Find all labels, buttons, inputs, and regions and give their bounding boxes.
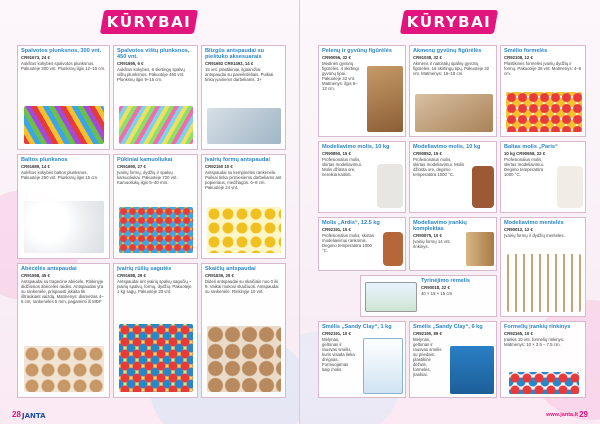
product-title: Modeliavimo įrankių komplektas [413, 220, 467, 233]
product-code-price: CR92108, 12 € [504, 55, 533, 61]
product-card [17, 45, 110, 150]
page-heading-banner [102, 10, 196, 34]
product-code-price: CR91673, 24 € [21, 55, 50, 61]
product-title: Modeliavimo molis, 10 kg [322, 144, 390, 150]
product-description: Profesionalus molis, skirtas modeliavimui. Degimo temperatūra 1000 °C. [504, 157, 544, 178]
product-title: Modeliavimo molis, 10 kg [413, 144, 481, 150]
page-number: 29 [579, 410, 588, 419]
product-code-price: CR92150 10 € [205, 164, 233, 170]
product-card [500, 217, 586, 317]
product-title: Smėlio formelės [504, 48, 548, 54]
clay-bag-image [377, 164, 403, 208]
product-card [318, 141, 406, 213]
product-description: Mėlynas, geltonas ir rausvas smėlis, kuris visada lieka drėgnas. Formuojamas kaip molis. [322, 337, 355, 373]
product-code-price: CR90018, 22 € [421, 285, 450, 291]
product-title: Abėcėlės antspaudai [21, 266, 77, 272]
number-stamps-image [207, 326, 281, 392]
product-card [318, 217, 406, 271]
stone-animals-image [415, 94, 493, 132]
page-heading: KŪRYBAI [406, 13, 492, 31]
page-heading: KŪRYBAI [106, 13, 192, 31]
product-title: Molis „Ardis“, 12.5 kg [322, 220, 380, 226]
product-code-price: CR91690, 27 € [117, 164, 146, 170]
product-code-price: CR91558, 45 € [21, 273, 50, 279]
product-description: Antspaudai su trapecine abėcėle. Rinkinyje didžiosios abėcėlės raidės. Antspaudas yra su rankenėle, prispausti įskaita tik ištraukiant vaizdą. Matmenys: diametras 4–6 cm, rankenėlės 5 mm, pagaminti iš MDF [21, 279, 104, 305]
product-card [409, 141, 497, 213]
clay-bag-image [472, 166, 494, 208]
product-description: Įrankis 10 vnt. formelių rinkinys. Matmenys: 10 × 3.5 – 7.5 cm. [504, 337, 565, 348]
product-code-price: CR92191, 10 € [322, 331, 351, 337]
product-card [318, 45, 406, 137]
product-description: Aukštos kokybės, 6 skirtingų spalvų vištų plunksnos. Pakuotėje 450 vnt. Plunksnų ilgis 9–15 cm. [117, 67, 185, 83]
product-code-price: CR91836, 25 € [205, 273, 234, 279]
product-description: Plastikinės formelės įvairių dydžių ir formų. Pakuotėje 36 vnt. Matmenys: 4–6 cm. [504, 61, 582, 77]
product-card [409, 321, 497, 398]
product-title: Akmenų gyvūnų figūrėlės [413, 48, 482, 54]
product-card [500, 141, 586, 213]
tool-set-image [509, 372, 579, 394]
product-card [360, 275, 497, 317]
product-description: Profesionalus molis, skirtas modeliavimui rankomis. Degimo temperatūra 1000 °C. [322, 233, 375, 254]
product-card [201, 154, 286, 259]
product-code-price: CR91688, 29 € [117, 273, 146, 279]
product-description: Įvairių formų ir dydžių mentelės. [504, 233, 565, 239]
product-card [500, 45, 586, 137]
stamps-photo [207, 108, 281, 144]
product-description: Antspaudai su kempinėlės rankenėle. Puikiai tinka pirmiesiems darbeliams ant popieriaus, medžiagos. 6–8 cm. Pakuotėje 24 vnt. [205, 170, 282, 191]
product-description: Mėlynas, geltonas ir rausvas smėlis su priedais: plastikinė dėžutė, formelės, įrankiai. [413, 337, 442, 378]
buttons-image [119, 324, 193, 392]
product-card [113, 154, 198, 259]
product-card [17, 263, 110, 398]
product-description: Įvairių formų 14 vnt. rinkinys. [413, 239, 451, 250]
product-title: Formelių įrankių rinkinys [504, 324, 571, 330]
product-title: Modeliavimo mentelės [504, 220, 564, 226]
product-title: Įvairių formų antspaudai [205, 157, 270, 163]
brand-logo: JANTA [22, 412, 46, 420]
product-description: Medinės gyvūnų figūrėlės. 4 skirtingi gyvūnų tipai. Pakuotėje 32 vnt. Matmenys: ilgis 5–13 cm. [322, 61, 359, 92]
clay-bag-image [557, 166, 583, 208]
product-code-price: CR92190, 89 € [413, 331, 442, 337]
product-code-price: CR90056, 32 € [322, 55, 351, 61]
frame-image [365, 282, 417, 312]
product-title: Baltas molis „Paris“ [504, 144, 558, 150]
product-description: 40 × 18 × 15 cm [421, 291, 453, 297]
product-code-price: CR90975, 10 € [413, 233, 442, 239]
product-description: Aukštos kokybės spalvotos plunksnos. Pakuotėje 300 vnt. Plunksnų ilgis 12–15 cm. [21, 61, 106, 72]
sandy-clay-set-image [450, 346, 494, 394]
product-title: Pūkiniai kamuoliukai [117, 157, 173, 163]
product-card [409, 217, 497, 271]
website-url[interactable]: www.janta.lt [546, 412, 578, 418]
product-code-price: CR91689, 14 € [21, 164, 50, 170]
product-description: Antspaudai ant įvairių spalvų sagučių – įvairių spalvų, formų, dydžių. Pakuotėje 1 kg sagų. Pakuotėje 20 vnt. [117, 279, 192, 295]
product-title: Spalvotos plunksnos, 300 vnt. [21, 48, 102, 54]
white-feathers-image [24, 201, 104, 253]
tool-set-image [466, 232, 494, 266]
product-description: 15 vnt. plastikiniai, ilgaamžiai antspaudai su paveikslėliais. Puikiai tinka įvairiems darbeliams. 3+ [205, 67, 274, 83]
product-title: Blizgūs antspaudai su pieštuko aksesuarais [205, 48, 265, 61]
product-code-price: CR90012, 12 € [504, 227, 533, 233]
product-card [500, 321, 586, 398]
product-code-price: CR91692 CR91493, 14 € [205, 61, 254, 67]
product-code-price: CR91695, 6 € [117, 61, 144, 67]
product-card [113, 263, 198, 398]
feathers-image [119, 106, 193, 144]
product-description: Profesionalus molis, skirtas modeliavimui. Molis džiūsta ore, nereikia kaitinti. [322, 157, 362, 178]
product-title: Smėlis „Sandy Clay“, 6 kg [413, 324, 483, 330]
product-description: Akmens ir natūralių spalvų gyvūnų figūrėlės. 16 skirtingų tipų. Pakuotėje 32 vnt. Matmenys: 15–18 cm. [413, 61, 490, 77]
product-title: Spalvotos vištų plunksnos, 450 vnt. [117, 48, 190, 61]
product-description: Profesionalus molis, skirtas modeliavimui. Molis džiūsta ore, degimo temperatūra 1000 °C. [413, 157, 465, 178]
product-card [318, 321, 406, 398]
figurines-box-image [367, 66, 403, 132]
product-description: Įvairių formų, dydžių ir spalvų kamuoliukai. Pakuotėje 720 vnt. Kamuoliukų ilgis 5–40 mm. [117, 170, 178, 186]
pompoms-image [119, 207, 193, 253]
product-code-price: CR90850, 15 € [322, 151, 351, 157]
product-title: Baltos plunksnos [21, 157, 68, 163]
sandy-clay-box-image [363, 338, 403, 394]
sand-molds-image [506, 92, 582, 132]
feathers-image [24, 106, 104, 144]
page-heading-banner [402, 10, 496, 34]
alphabet-stamps-image [24, 346, 104, 392]
product-code-price: CR92165, 10 € [504, 331, 533, 337]
page-number: 28 [12, 410, 21, 419]
product-code-price: CR90852, 15 € [413, 151, 442, 157]
product-card [409, 45, 497, 137]
right-page [300, 0, 600, 424]
product-title: Įvairių rūšių sagutės [117, 266, 172, 272]
product-card [113, 45, 198, 150]
product-title: Smėlis „Sandy Clay“, 1 kg [322, 324, 392, 330]
product-card [201, 263, 286, 398]
product-description: Aukštos kokybės baltos plunksnos. Pakuotėje 250 vnt. Plunksnų ilgis 15 cm. [21, 170, 99, 181]
product-code-price: CR92191, 15 € [322, 227, 351, 233]
product-title: Pelenų ir gyvūnų figūrėlės [322, 48, 392, 54]
product-code-price: 10 kg CR90658, 22 € [504, 151, 546, 157]
product-card [201, 45, 286, 150]
product-title: Skaičių antspaudai [205, 266, 256, 272]
shape-stamps-image [207, 207, 281, 253]
product-title: Tyrinėjimo rėmelis [421, 278, 471, 284]
wooden-tools-image [507, 254, 581, 312]
product-card [17, 154, 110, 259]
product-code-price: CR91038, 32 € [413, 55, 442, 61]
clay-bag-image [383, 232, 403, 266]
product-description: Dideli antspaudai su skaičiais nuo 0 iki 9. Vaikai mokosi skaičiuoti. Antspaudai su rankenėle. Rinkinyje 10 vnt. [205, 279, 279, 295]
